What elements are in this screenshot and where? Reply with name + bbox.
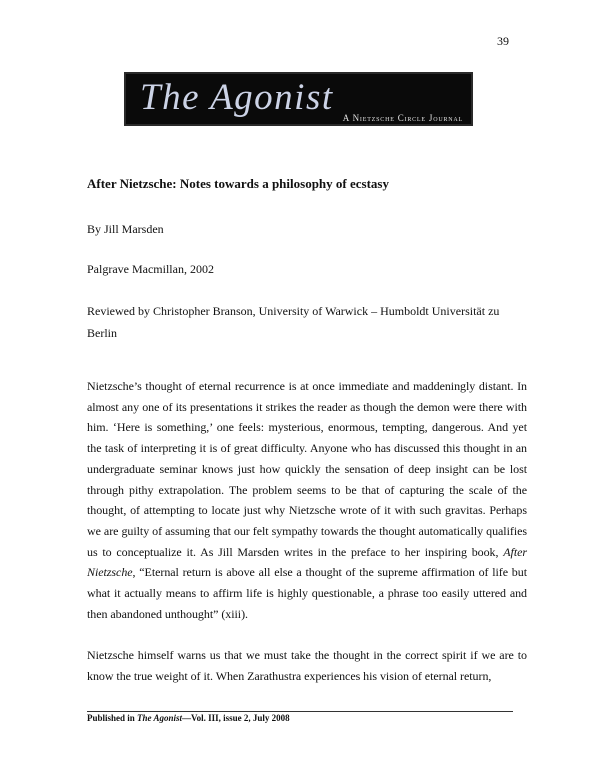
paragraph-1-part-a: Nietzsche’s thought of eternal recurrence is at once immediate and maddeningly distant. In almost any one of its presentations it strikes the reader as though the demon were there with him. ‘Here is something,’ one feels: mysterious, enormous, tempting, dangerous. And yet the task of interpreting it is of great difficulty. Anyone who has discussed this thought in an undergraduate seminar knows just how quickly the sensation of deep insight can be lost through pithy extrapolation. The problem seems to be that of capturing the scale of the thought, of attempting to locate just why Nietzsche wrote of it with such gravitas. Perhaps we are guilty of assuming that our felt sympathy towards the thought automatically qualifies us to conceptualize it. As Jill Marsden writes in the preface to her inspiring book,: [87, 379, 527, 559]
page-number: 39: [497, 34, 509, 48]
review-body: [87, 376, 527, 687]
paragraph-2: Nietzsche himself warns us that we must take the thought in the correct spirit if we are to know the true weight of it. When Zarathustra experiences his vision of eternal return,: [87, 648, 527, 684]
book-publisher: Palgrave Macmillan, 2002: [87, 262, 214, 276]
paragraph-1: [87, 376, 527, 624]
footer-issue: —Vol. III, issue 2, July 2008: [181, 713, 290, 723]
footer-prefix: Published in: [87, 713, 138, 723]
publication-footer: [87, 713, 290, 723]
book-title-inline: After Nietzsche: [87, 544, 527, 580]
journal-banner: [124, 72, 473, 126]
review-title: After Nietzsche: Notes towards a philosophy of ecstasy: [87, 176, 389, 191]
book-author: By Jill Marsden: [87, 222, 164, 236]
journal-subtitle: A Nietzsche Circle Journal: [342, 113, 463, 123]
footer-divider: [87, 711, 513, 712]
journal-title: The Agonist: [140, 77, 334, 118]
paragraph-1-part-b: , “Eternal return is above all else a thought of the supreme affirmation of life but what it actually means to affirm life is highly questionable, a phrase too easily uttered and then abandoned unthought” (xiii).: [87, 565, 527, 621]
reviewer-credit: Reviewed by Christopher Branson, University of Warwick – Humboldt Universität zu Berlin: [87, 304, 500, 340]
footer-journal: The Agonist: [137, 713, 182, 723]
